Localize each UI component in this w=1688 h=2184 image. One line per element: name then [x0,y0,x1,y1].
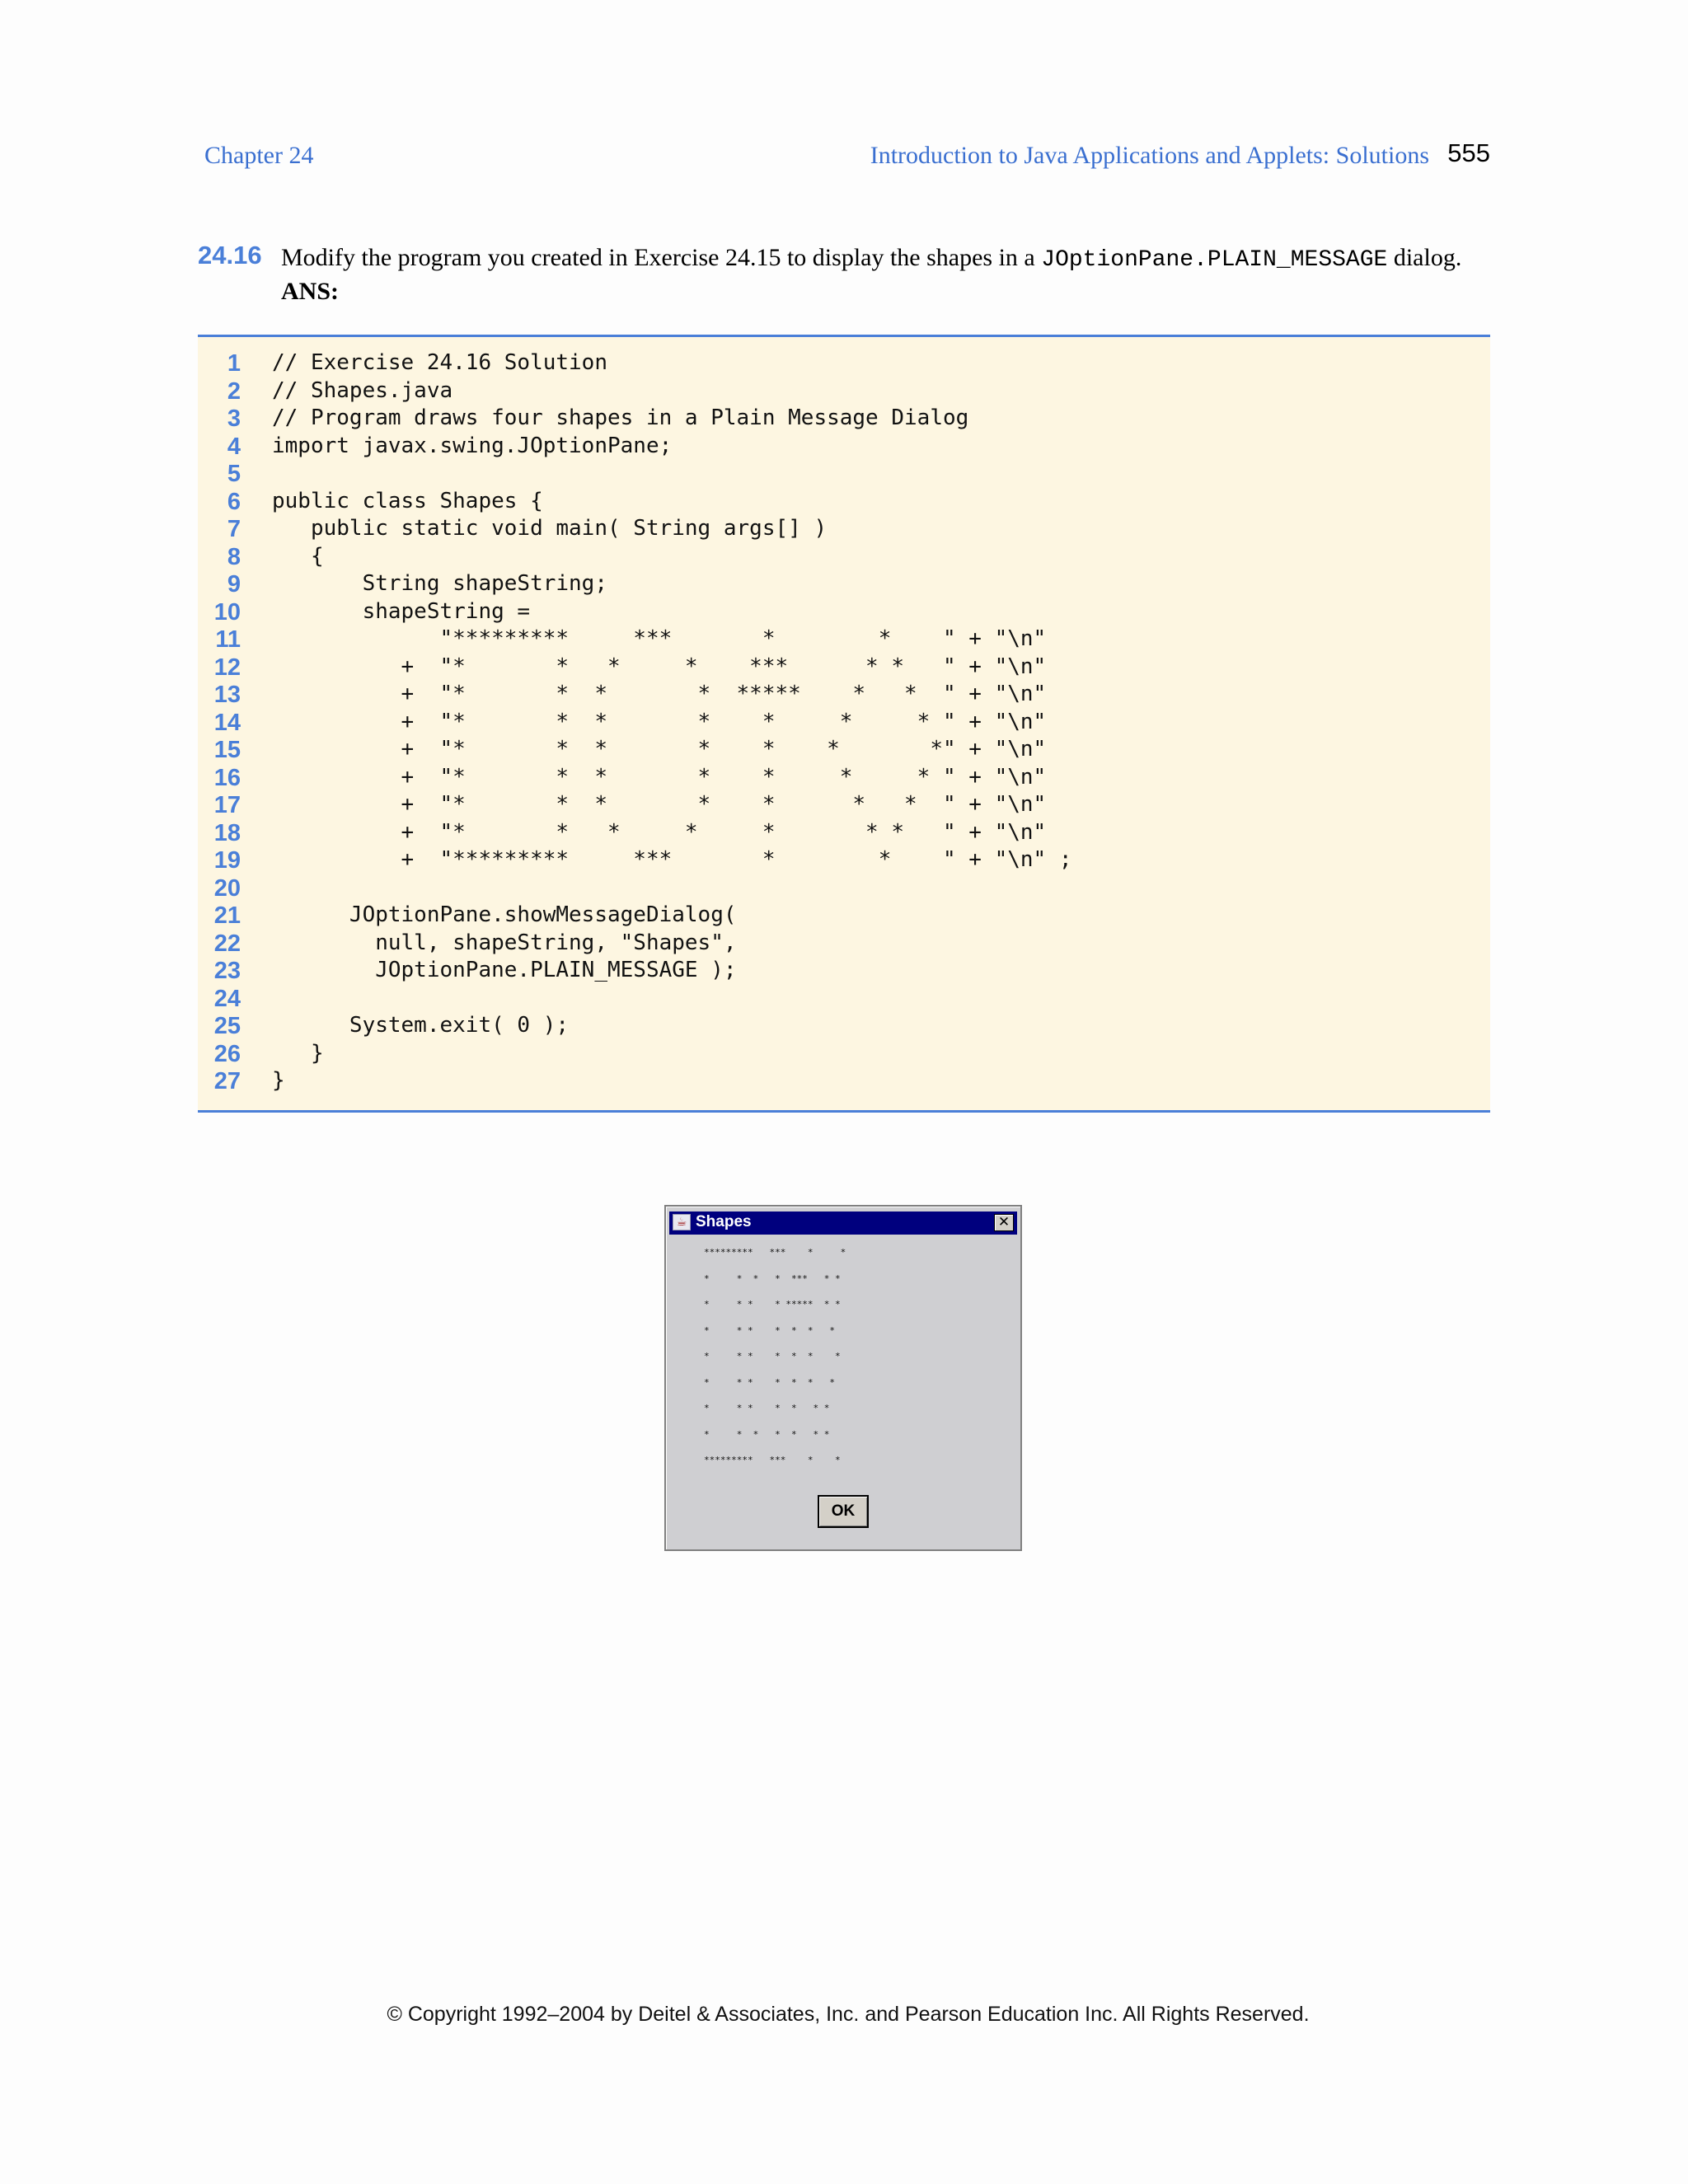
line-number: 9 [227,571,241,598]
code-text: // Exercise 24.16 Solution [272,350,607,375]
copyright-footer: © Copyright 1992–2004 by Deitel & Associates, Inc. and Pearson Education Inc. All Rights Reserved. [387,2003,1310,2026]
dialog-message-line: * * * * * * * [704,1324,835,1336]
code-text: + "* * * * * * * " + "\n" [272,819,1047,845]
exercise-text-before: Modify the program you created in Exercise 24.15 to display the shapes in a [281,244,1042,271]
dialog-message-line: ********* *** * * [704,1247,846,1258]
dialog-message-line: * * * * *** * * [704,1272,841,1284]
shapes-dialog [664,1205,1022,1551]
dialog-message-line: * * * * * * * [704,1428,830,1440]
code-text: + "* * * * * * * " + "\n" [272,709,1047,734]
code-text: JOptionPane.PLAIN_MESSAGE ); [272,958,737,982]
line-number: 4 [227,433,241,460]
line-number: 23 [213,958,241,984]
code-listing [198,335,1490,1113]
code-text: + "* * * * ***** * * " + "\n" [272,682,1047,706]
code-text: System.exit( 0 ); [272,1013,570,1038]
dialog-title: Shapes [696,1213,752,1230]
line-number: 22 [213,930,241,957]
code-text: JOptionPane.showMessageDialog( [272,902,737,927]
code-text: + "* * * * * * * " + "\n" [272,764,1047,790]
line-number: 1 [227,350,241,377]
code-text: + "* * * * * * * " + "\n" [272,792,1047,817]
line-number: 5 [227,461,241,487]
exercise-number: 24.16 [198,241,262,269]
code-text: public static void main( String args[] ) [272,516,828,541]
code-text: } [272,1040,324,1066]
code-text: // Shapes.java [272,377,453,403]
line-number: 21 [213,902,241,929]
line-number: 2 [227,377,241,405]
dialog-message-line: * * * * * * * [704,1351,841,1361]
line-number: 7 [227,516,241,542]
line-number: 12 [213,654,241,681]
code-text: null, shapeString, "Shapes", [272,930,737,955]
line-number: 18 [213,819,241,846]
line-number: 11 [215,626,241,653]
section-title: Introduction to Java Applications and Applets: Solutions [870,142,1429,169]
exercise-code-term: JOptionPane.PLAIN_MESSAGE [1041,247,1388,273]
dialog-message-line: * * * * * * * [704,1376,835,1388]
dialog-message-line: ********* *** * * [704,1455,841,1465]
ok-button[interactable]: OK [818,1495,869,1528]
exercise-text [281,242,1501,307]
code-text: + "********* *** * * " + "\n" ; [272,847,1072,872]
line-number: 27 [213,1068,241,1094]
line-number: 20 [213,874,241,902]
code-text: } [272,1068,285,1093]
line-number: 26 [213,1040,241,1067]
code-text: + "* * * * *** * * " + "\n" [272,654,1047,679]
line-number: 17 [213,792,241,818]
line-number: 24 [213,985,241,1012]
dialog-message-line: * * * * ***** * * [704,1299,841,1310]
line-number: 13 [213,682,241,708]
line-number: 25 [213,1013,241,1039]
code-text: "********* *** * * " + "\n" [272,626,1047,651]
answer-label: ANS: [281,278,340,305]
line-number: 6 [227,488,241,515]
code-text: { [272,543,324,569]
line-number: 10 [213,598,241,626]
exercise-text-after: dialog. [1387,244,1462,271]
code-text: // Program draws four shapes in a Plain Message Dialog [272,405,969,430]
code-text: shapeString = [272,598,531,624]
line-number: 3 [227,405,241,432]
line-number: 8 [227,543,241,570]
dialog-message [704,1244,846,1479]
dialog-titlebar[interactable] [669,1212,1017,1235]
code-text: String shapeString; [272,571,607,596]
close-button[interactable]: ✕ [994,1214,1014,1231]
java-cup-icon: ☕ [673,1214,691,1230]
code-text: import javax.swing.JOptionPane; [272,433,673,458]
code-text: + "* * * * * * *" + "\n" [272,737,1047,762]
line-number: 15 [213,737,241,763]
dialog-message-line: * * * * * * * [704,1403,830,1413]
line-number: 14 [213,709,241,736]
line-number: 19 [213,847,241,874]
chapter-label: Chapter 24 [204,142,314,169]
code-text: public class Shapes { [272,488,543,513]
page-number: 555 [1447,138,1490,167]
line-number: 16 [213,764,241,791]
